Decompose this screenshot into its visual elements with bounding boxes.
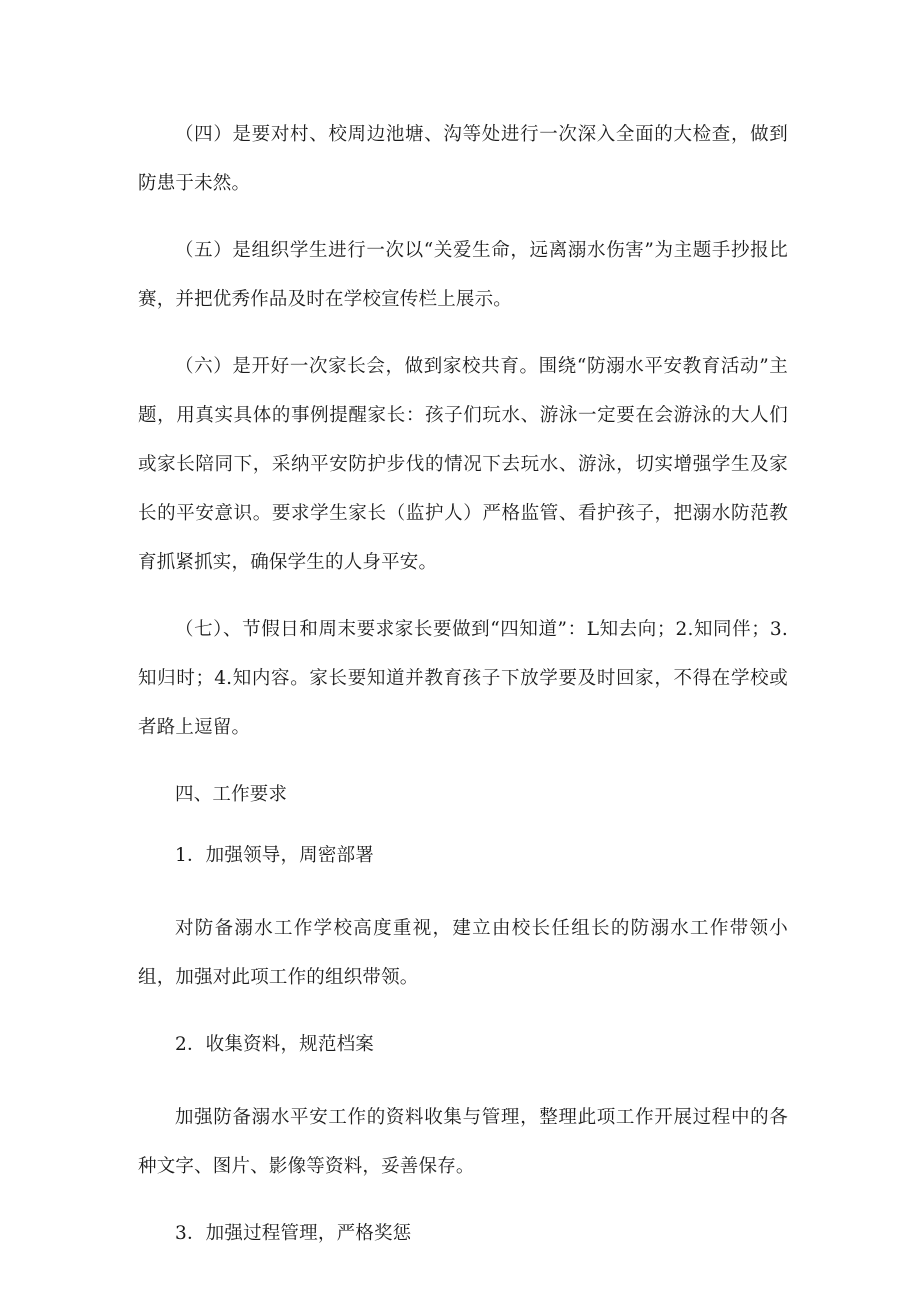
paragraph-item-4: （四）是要对村、校周边池塘、沟等处进行一次深入全面的大检查，做到防患于未然。 <box>138 124 788 194</box>
paragraph-item-5: （五）是组织学生进行一次以“关爱生命，远离溺水伤害”为主题手抄报比赛，并把优秀作品及时在学校宣传栏上展示。 <box>138 240 788 310</box>
subheading-2: 2．收集资料，规范档案 <box>175 1034 374 1055</box>
body-paragraph-1: 对防备溺水工作学校高度重视，建立由校长任组长的防溺水工作带领小组，加强对此项工作的组织带领。 <box>138 918 788 988</box>
section-heading: 四、工作要求 <box>175 784 288 805</box>
subheading-3: 3．加强过程管理，严格奖惩 <box>175 1223 412 1244</box>
paragraph-item-7: （七）、节假日和周末要求家长要做到“四知道”：L知去向；2.知同伴；3.知归时；4.知内容。家长要知道并教育孩子下放学要及时回家，不得在学校或者路上逗留。 <box>138 619 788 738</box>
subheading-1: 1．加强领导，周密部署 <box>175 845 374 866</box>
body-paragraph-2: 加强防备溺水平安工作的资料收集与管理，整理此项工作开展过程中的各种文字、图片、影像等资料，妥善保存。 <box>138 1107 788 1177</box>
paragraph-item-6: （六）是开好一次家长会，做到家校共育。围绕“防溺水平安教育活动”主题，用真实具体的事例提醒家长：孩子们玩水、游泳一定要在会游泳的大人们或家长陪同下，采纳平安防护步伐的情况下去玩水、游泳，切实增强学生及家长的平安意识。要求学生家长（监护人）严格监管、看护孩子，把溺水防范教育抓紧抓实，确保学生的人身平安。 <box>138 356 788 573</box>
document-page <box>138 110 788 1258</box>
